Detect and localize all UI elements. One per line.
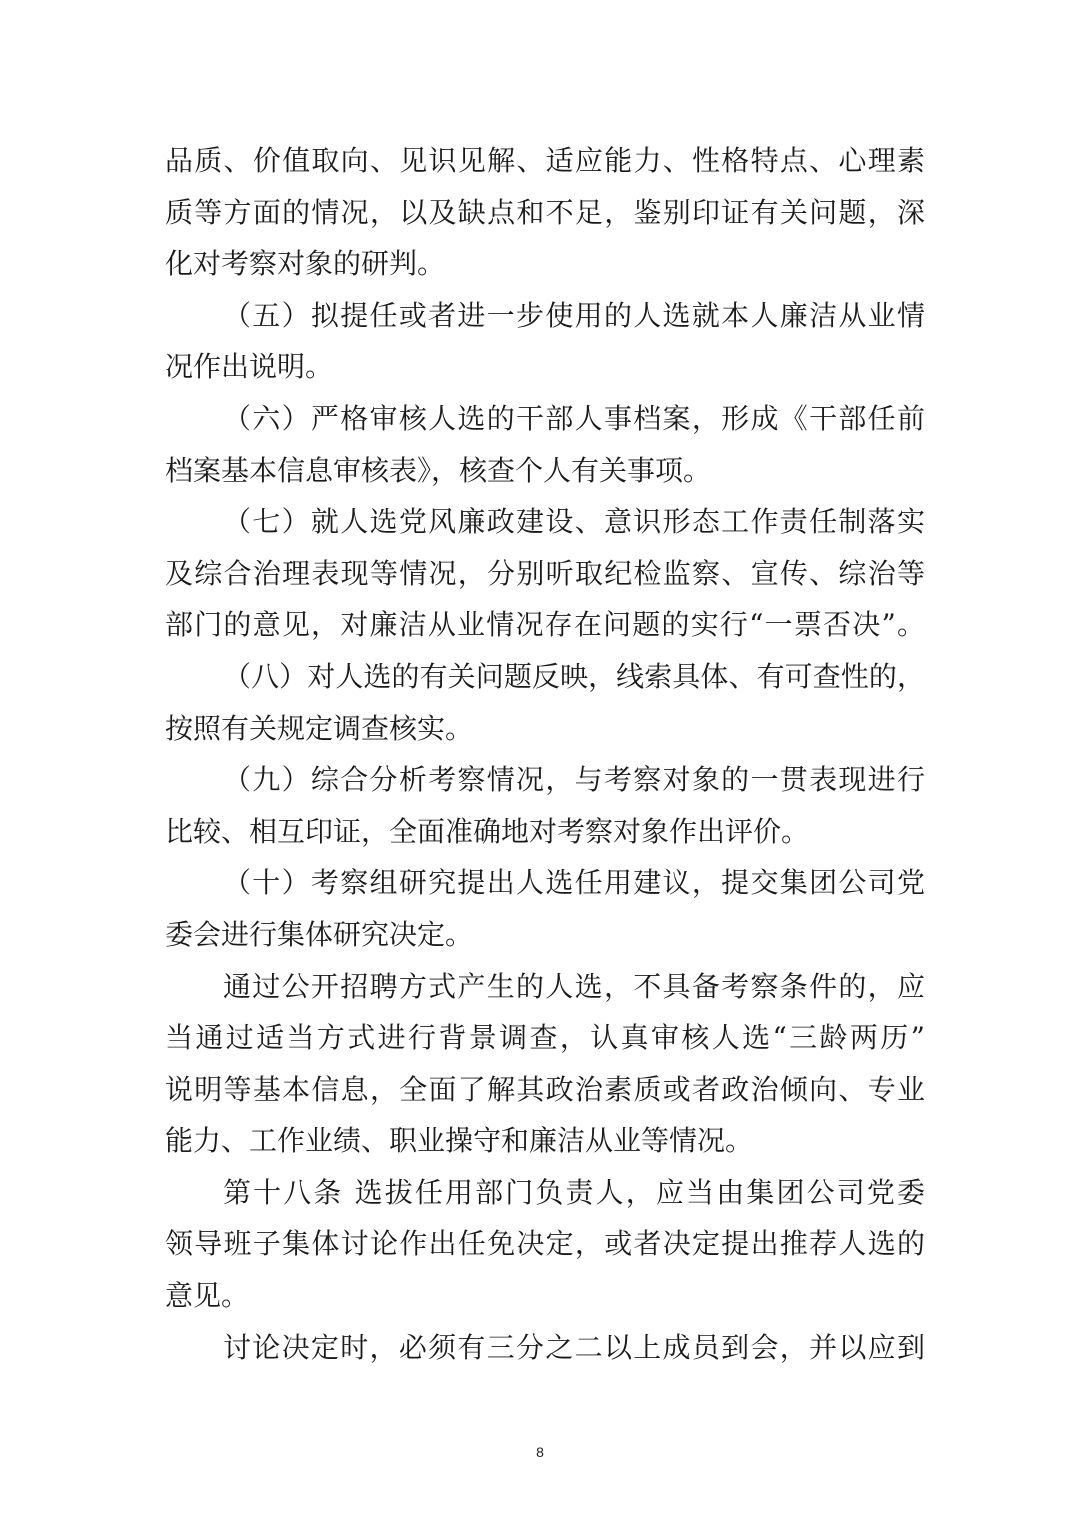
text-line: 部门的意见，对廉洁从业情况存在问题的实行“一票否决”。 xyxy=(165,608,925,642)
text-line: 能力、工作业绩、职业操守和廉洁从业等情况。 xyxy=(165,1124,754,1158)
text-line: （六）严格审核人选的干部人事档案，形成《干部任前 xyxy=(223,401,925,435)
text-line: 及综合治理表现等情况，分别听取纪检监察、宣传、综治等 xyxy=(165,556,925,590)
text-line: （七）就人选党风廉政建设、意识形态工作责任制落实 xyxy=(223,505,925,539)
text-line: 委会进行集体研究决定。 xyxy=(165,917,474,951)
text-line: 比较、相互印证，全面准确地对考察对象作出评价。 xyxy=(165,814,810,848)
text-line: 通过公开招聘方式产生的人选，不具备考察条件的，应 xyxy=(223,969,925,1003)
text-line: 质等方面的情况，以及缺点和不足，鉴别印证有关问题，深 xyxy=(165,195,925,229)
text-line: 化对考察对象的研判。 xyxy=(165,247,446,281)
text-line: 按照有关规定调查核实。 xyxy=(165,711,474,745)
text-line: 品质、价值取向、见识见解、适应能力、性格特点、心理素 xyxy=(165,144,925,177)
text-line: 况作出说明。 xyxy=(165,350,334,384)
text-line: 意见。 xyxy=(165,1279,250,1313)
text-line: 说明等基本信息，全面了解其政治素质或者政治倾向、专业 xyxy=(165,1072,925,1106)
page-number: 8 xyxy=(536,1444,544,1460)
text-line: 讨论决定时，必须有三分之二以上成员到会，并以应到 xyxy=(223,1330,925,1364)
text-line: （九）综合分析考察情况，与考察对象的一贯表现进行 xyxy=(223,763,925,797)
text-line: （八）对人选的有关问题反映，线索具体、有可查性的， xyxy=(223,659,925,693)
body-text xyxy=(165,135,925,1373)
text-line: （五）拟提任或者进一步使用的人选就本人廉洁从业情 xyxy=(223,298,925,332)
text-line: 档案基本信息审核表》，核查个人有关事项。 xyxy=(165,453,712,487)
text-line: 当通过适当方式进行背景调查，认真审核人选“三龄两历” xyxy=(165,1021,925,1055)
text-line: （十）考察组研究提出人选任用建议，提交集团公司党 xyxy=(223,866,925,900)
text-line: 领导班子集体讨论作出任免决定，或者决定提出推荐人选的 xyxy=(165,1227,925,1261)
text-line: 第十八条 选拔任用部门负责人，应当由集团公司党委 xyxy=(223,1175,925,1209)
